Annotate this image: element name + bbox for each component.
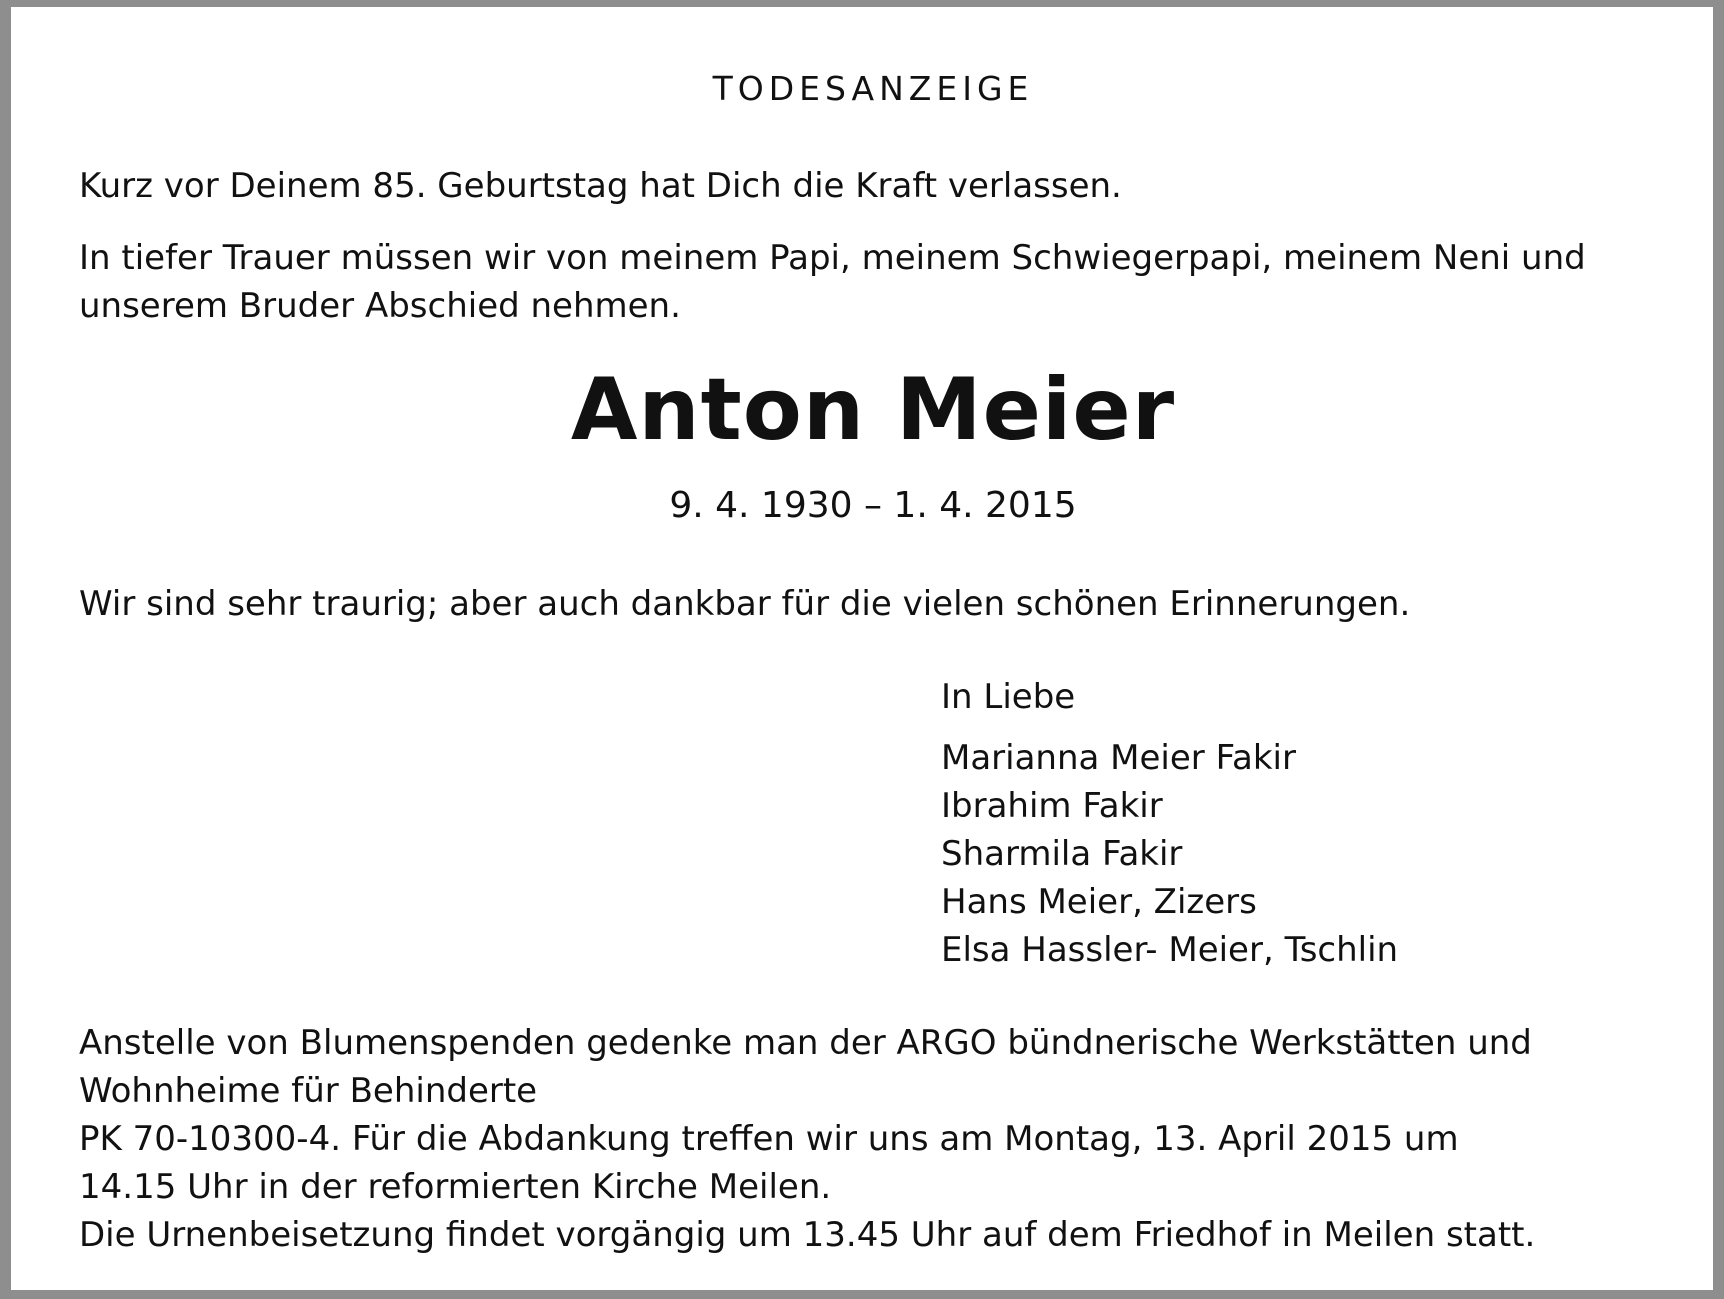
deceased-name: Anton Meier — [570, 360, 1176, 460]
notice-heading: TODESANZEIGE — [712, 69, 1034, 108]
closing-notice-line-3: PK 70-10300-4. Für die Abdankung treffen wir uns am Montag, 13. April 2015 um — [79, 1119, 1459, 1159]
mourning-text-line-2: unserem Bruder Abschied nehmen. — [79, 286, 681, 326]
mourner-name: Hans Meier, Zizers — [941, 882, 1257, 922]
mourner-name: Elsa Hassler- Meier, Tschlin — [941, 930, 1399, 970]
mourner-name: Sharmila Fakir — [941, 834, 1183, 874]
mourners-list — [941, 734, 1398, 974]
life-dates: 9. 4. 1930 – 1. 4. 2015 — [669, 485, 1077, 526]
gratitude-line: Wir sind sehr traurig; aber auch dankbar für die vielen schönen Erinnerungen. — [79, 584, 1411, 624]
intro-line: Kurz vor Deinem 85. Geburtstag hat Dich die Kraft verlassen. — [79, 166, 1122, 206]
mourning-text-line-1: In tiefer Trauer müssen wir von meinem Papi, meinem Schwiegerpapi, meinem Neni und — [79, 238, 1586, 278]
signoff: In Liebe — [941, 677, 1076, 717]
closing-notice-line-4: 14.15 Uhr in der reformierten Kirche Meilen. — [79, 1167, 832, 1207]
mourner-name: Marianna Meier Fakir — [941, 738, 1296, 778]
closing-notice-line-1: Anstelle von Blumenspenden gedenke man der ARGO bündnerische Werkstätten und — [79, 1023, 1532, 1063]
closing-notice-line-2: Wohnheime für Behinderte — [79, 1071, 538, 1111]
closing-notice-line-5: Die Urnenbeisetzung findet vorgängig um 13.45 Uhr auf dem Friedhof in Meilen statt. — [79, 1215, 1536, 1255]
mourner-name: Ibrahim Fakir — [941, 786, 1163, 826]
